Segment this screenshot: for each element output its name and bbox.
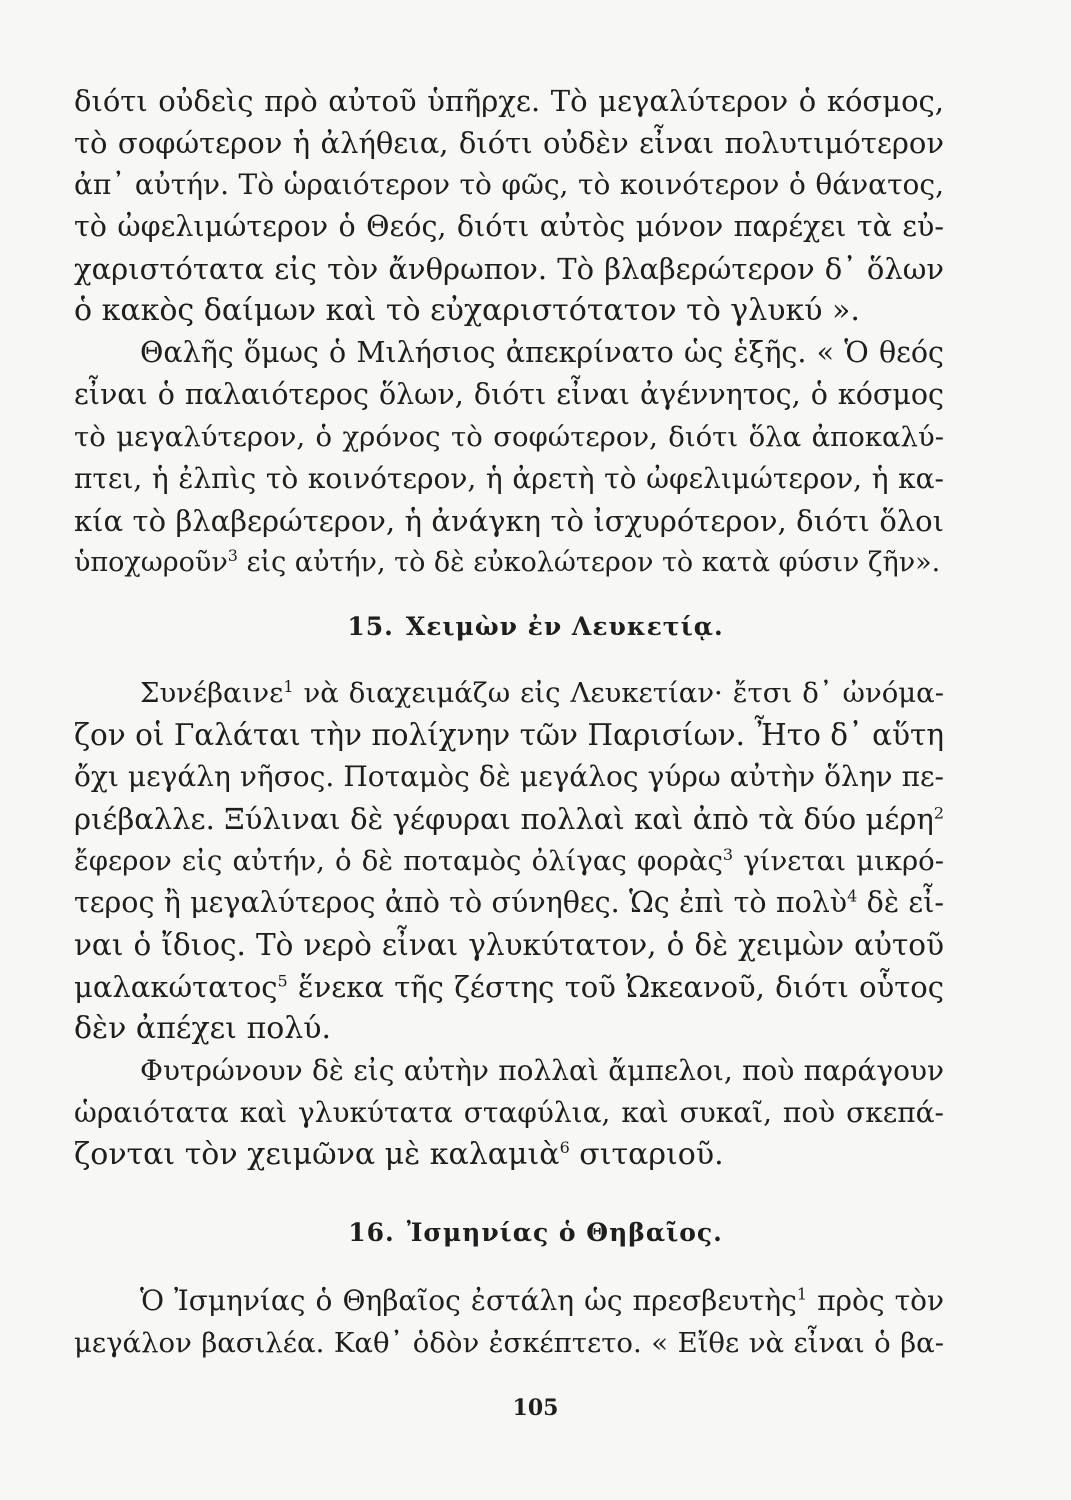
footnote-marker: 6	[559, 1138, 570, 1157]
text-segment: νὰ διαχειμάζω εἰς Λευκετίαν· ἔτσι δ᾽ ὠνόμα-	[293, 677, 944, 709]
text-segment: Ὁ Ἰσμηνίας ὁ Θηβαῖος ἐστάλη ὡς πρεσβευτὴς	[140, 1284, 797, 1317]
footnote-marker: 1	[283, 676, 294, 696]
text-line: ὁ κακὸς δαίμων καὶ τὸ εὐχαριστότατον τὸ γλυκύ ».	[74, 293, 860, 328]
text-line: ναι ὁ ἴδιος. Τὸ νερὸ εἶναι γλυκύτατον, ὁ δὲ χειμὼν αὐτοῦ	[74, 928, 944, 962]
text-line: εἶναι ὁ παλαιότερος ὅλων, διότι εἶναι ἀγέννητος, ὁ κόσμος	[74, 378, 944, 411]
text-segment: πρὸς τὸν	[807, 1284, 944, 1317]
footnote-marker: 1	[796, 1284, 808, 1304]
text-segment: γίνεται μικρό-	[733, 845, 944, 877]
text-line: τὸ σοφώτερον ἡ ἀλήθεια, διότι οὐδὲν εἶναι πολυτιμότερον	[74, 126, 944, 160]
text-line: πτει, ἡ ἐλπὶς τὸ κοινότερον, ἡ ἀρετὴ τὸ ὠφελιμώτερον, ἡ κα-	[74, 462, 944, 495]
text-line	[74, 542, 944, 584]
section-heading-15	[0, 612, 1071, 641]
text-line: Θαλῆς ὅμως ὁ Μιλήσιος ἀπεκρίνατο ὡς ἑξῆς. « Ὁ θεός	[140, 336, 944, 369]
text-segment: ριέβαλλε. Ξύλιναι δὲ γέφυραι πολλαὶ καὶ ἀπὸ τὰ δύο μέρη	[74, 802, 934, 836]
text-segment: ὑποχωροῦν	[74, 547, 228, 578]
text-line	[74, 1280, 944, 1322]
text-segment: τερος ἢ μεγαλύτερος ἀπὸ τὸ σύνηθες. Ὡς ἐπὶ τὸ πολὺ	[74, 886, 848, 919]
section-title: Ἰσμηνίας ὁ Θηβαῖος.	[406, 1218, 723, 1247]
text-line	[74, 966, 944, 1008]
section-number: 15.	[347, 612, 394, 641]
section-heading-16	[0, 1218, 1071, 1247]
text-segment: Συνέβαινε	[140, 677, 284, 709]
footnote-marker: 3	[722, 844, 734, 864]
footnote-marker: 4	[847, 886, 858, 906]
text-segment: ἕνεκα τῆς ζέστης τοῦ Ὠκεανοῦ, διότι οὗτος	[287, 970, 944, 1004]
section-16-body	[74, 1280, 944, 1364]
text-line: ὡραιότατα καὶ γλυκύτατα σταφύλια, καὶ συκαῖ, ποὺ σκεπά-	[74, 1096, 944, 1129]
text-line: ἀπ᾽ αὐτήν. Τὸ ὡραιότερον τὸ φῶς, τὸ κοινότερον ὁ θάνατος,	[74, 168, 944, 201]
text-line	[74, 882, 944, 924]
text-line: διότι οὐδεὶς πρὸ αὐτοῦ ὑπῆρχε. Τὸ μεγαλύτερον ὁ κόσμος,	[74, 84, 944, 118]
text-segment: μαλακώτατος	[74, 970, 278, 1004]
text-line: μεγάλον βασιλέα. Καθ᾽ ὁδὸν ἐσκέπτετο. « Εἴθε νὰ εἶναι ὁ βα-	[74, 1327, 944, 1359]
section-number: 16.	[348, 1218, 395, 1247]
text-line: τὸ ὠφελιμώτερον ὁ Θεός, διότι αὐτὸς μόνον παρέχει τὰ εὐ-	[74, 210, 944, 243]
text-line: ζον οἱ Γαλάται τὴν πολίχνην τῶν Παρισίων. Ἦτο δ᾽ αὕτη	[74, 718, 944, 752]
text-segment: σιταριοῦ.	[569, 1137, 724, 1172]
text-line: δὲν ἀπέχει πολύ.	[74, 1011, 332, 1046]
section-title: Χειμὼν ἐν Λευκετίᾳ.	[405, 612, 724, 641]
text-segment: δὲ εἶ-	[857, 886, 944, 919]
text-line: τὸ μεγαλύτερον, ὁ χρόνος τὸ σοφώτερον, διότι ὅλα ἀποκαλύ-	[74, 421, 944, 453]
footnote-marker: 2	[933, 803, 944, 823]
text-line	[74, 672, 944, 714]
page-number: 105	[512, 1395, 559, 1421]
section-15-body	[74, 672, 944, 1176]
footnote-marker: 3	[227, 546, 238, 565]
text-line: κία τὸ βλαβερώτερον, ἡ ἀνάγκη τὸ ἰσχυρότερον, διότι ὅλοι	[74, 504, 944, 538]
text-segment: ἔφερον εἰς αὐτήν, ὁ δὲ ποταμὸς ὀλίγας φορὰς	[74, 845, 723, 877]
text-line: ὄχι μεγάλη νῆσος. Ποταμὸς δὲ μεγάλος γύρω αὐτὴν ὅλην πε-	[74, 760, 944, 793]
opening-passage	[74, 80, 944, 584]
text-line: Φυτρώνουν δὲ εἰς αὐτὴν πολλαὶ ἄμπελοι, ποὺ παράγουν	[140, 1054, 944, 1087]
text-line: χαριστότατα εἰς τὸν ἄνθρωπον. Τὸ βλαβερώτερον δ᾽ ὅλων	[74, 252, 944, 286]
text-segment: εἰς αὐτήν, τὸ δὲ εὐκολώτερον τὸ κατὰ φύσιν ζῆν».	[237, 547, 941, 578]
footnote-marker: 5	[277, 971, 288, 991]
text-line	[74, 1134, 944, 1176]
text-line	[74, 798, 944, 840]
text-segment: ζονται τὸν χειμῶνα μὲ καλαμιὰ	[74, 1137, 560, 1172]
text-line	[74, 840, 944, 882]
